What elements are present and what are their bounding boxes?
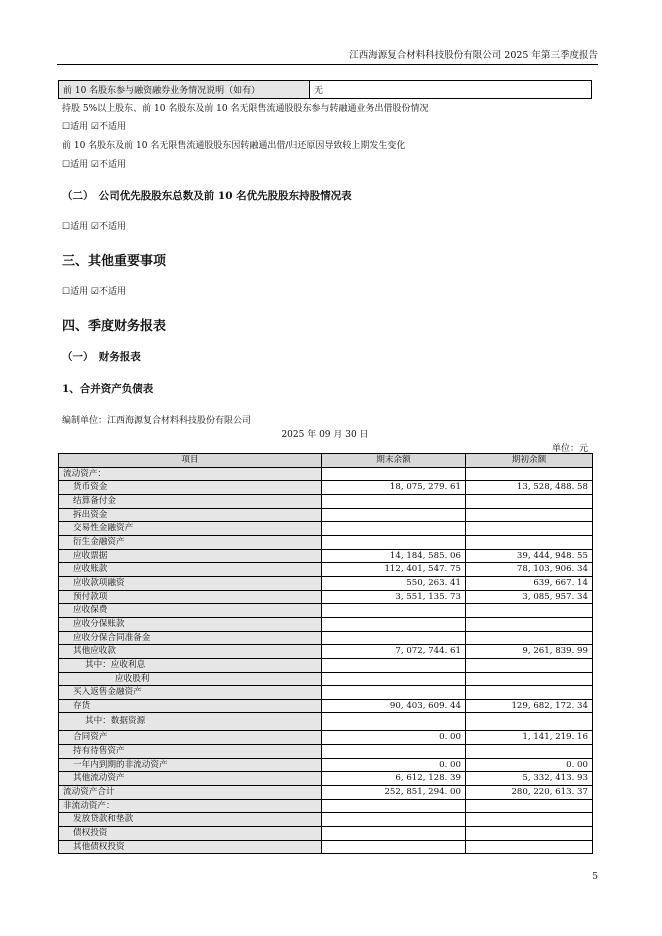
end-balance-cell [322,813,466,827]
begin-balance-cell [466,631,593,645]
end-balance-cell: 18, 075, 279. 61 [322,481,466,495]
table-row [59,840,593,854]
end-balance-cell [322,658,466,672]
line-item-label: 结算备付金 [59,494,322,508]
line-item-label: 买入返售金融资产 [59,686,322,700]
table-row [59,758,593,772]
end-balance-cell [322,745,466,759]
table-row [59,81,592,99]
other-matters-applicability: ☐适用 ☑不适用 [62,287,126,297]
table-row [59,617,593,631]
begin-balance-cell: 9, 261, 839. 99 [466,645,593,659]
table-row [59,549,593,563]
refinancing-change-paragraph: 前 10 名股东及前 10 名无限售流通股股东因转融通出借/归还原因导致较上期发生变化 [62,141,406,151]
table-row [59,481,593,495]
end-balance-cell [322,494,466,508]
balance-sheet-subheading: 1、合并资产负债表 [62,383,154,395]
line-item-label: 持有待售资产 [59,745,322,759]
end-balance-cell [322,827,466,841]
line-item-label: 其他流动资产 [59,772,322,786]
table-row [59,745,593,759]
begin-balance-cell [466,522,593,536]
table-row [59,645,593,659]
line-item-label: 流动资产合计 [59,786,322,800]
table-row [59,686,593,700]
compiler-unit: 编制单位：江西海源复合材料科技股份有限公司 [62,416,252,426]
begin-balance-cell: 5, 332, 413. 93 [466,772,593,786]
line-item-label: 应收保费 [59,604,322,618]
balance-sheet-table [58,453,593,854]
line-item-label: 其他应收款 [59,645,322,659]
end-balance-cell [322,631,466,645]
line-item-label: 一年内到期的非流动资产 [59,758,322,772]
line-item-label: 应收股利 [59,672,322,686]
table-row [59,672,593,686]
begin-balance-cell [466,467,593,481]
header-divider [57,64,598,65]
line-item-label: 应收款项融资 [59,576,322,590]
table-row [59,576,593,590]
end-balance-cell: 3, 551, 135. 73 [322,590,466,604]
table-row [59,786,593,800]
table-row [59,535,593,549]
begin-balance-cell [466,813,593,827]
end-balance-cell: 14, 184, 585. 06 [322,549,466,563]
end-balance-cell [322,840,466,854]
begin-balance-cell: 3, 085, 957. 34 [466,590,593,604]
line-item-label: 应收分保账款 [59,617,322,631]
end-balance-cell: 7, 072, 744. 61 [322,645,466,659]
end-balance-cell: 6, 612, 128. 39 [322,772,466,786]
end-balance-cell [322,535,466,549]
refinancing-lending-applicability: ☐适用 ☑不适用 [62,122,126,132]
end-balance-cell [322,604,466,618]
report-date-text: 2025 年 09 月 30 日 [281,430,369,440]
line-item-label: 衍生金融资产 [59,535,322,549]
begin-balance-cell: 639, 667. 14 [466,576,593,590]
begin-balance-cell: 1, 141, 219. 16 [466,731,593,745]
begin-balance-cell [466,535,593,549]
end-balance-cell: 0. 00 [322,758,466,772]
line-item-label: 存货 [59,699,322,713]
line-item-label: 交易性金融资产 [59,522,322,536]
line-item-label: 货币资金 [59,481,322,495]
line-item-label: 应收分保合同准备金 [59,631,322,645]
table-row [59,467,593,481]
begin-balance-cell: 0. 00 [466,758,593,772]
line-item-label: 合同资产 [59,731,322,745]
preferred-shareholders-applicability: ☐适用 ☑不适用 [62,222,126,232]
table-row [59,563,593,577]
end-balance-cell [322,686,466,700]
table-row [59,658,593,672]
end-balance-cell [322,617,466,631]
end-balance-cell [322,799,466,813]
line-item-label: 发放贷款和垫款 [59,813,322,827]
report-date [0,427,662,440]
begin-balance-cell [466,617,593,631]
line-item-label: 其他债权投资 [59,840,322,854]
line-item-label: 应收票据 [59,549,322,563]
financial-statements-heading: 四、季度财务报表 [62,319,167,334]
begin-balance-cell [466,508,593,522]
financial-reports-subheading: （一） 财务报表 [62,351,141,363]
currency-unit: 单位：元 [551,444,588,454]
refinancing-change-applicability: ☐适用 ☑不适用 [62,160,126,170]
end-balance-cell: 90, 403, 609. 44 [322,699,466,713]
line-item-label: 其中：应收利息 [59,658,322,672]
end-balance-cell [322,522,466,536]
end-balance-cell: 550, 263. 41 [322,576,466,590]
end-balance-cell [322,672,466,686]
begin-balance-cell [466,827,593,841]
balance-sheet-header-row [59,454,593,468]
line-item-label: 拆出资金 [59,508,322,522]
table-row [59,772,593,786]
begin-balance-cell: 280, 220, 613. 37 [466,786,593,800]
table-row [59,590,593,604]
begin-balance-cell: 39, 444, 948. 55 [466,549,593,563]
line-item-label: 非流动资产： [59,799,322,813]
begin-balance-cell [466,672,593,686]
table-row [59,494,593,508]
line-item-label: 应收账款 [59,563,322,577]
table-row [59,699,593,713]
end-balance-cell [322,508,466,522]
margin-trading-label: 前 10 名股东参与融资融券业务情况说明（如有） [59,81,310,99]
column-header-begin-balance: 期初余额 [466,454,593,468]
table-row [59,713,593,731]
table-row [59,604,593,618]
line-item-label: 预付款项 [59,590,322,604]
margin-trading-value: 无 [310,81,592,99]
other-matters-heading: 三、其他重要事项 [62,254,167,269]
end-balance-cell: 0. 00 [322,731,466,745]
column-header-end-balance: 期末余额 [322,454,466,468]
refinancing-lending-paragraph: 持股 5%以上股东、前 10 名股东及前 10 名无限售流通股股东参与转融通业务出借股份情况 [62,104,429,114]
table-row [59,827,593,841]
begin-balance-cell: 129, 682, 172. 34 [466,699,593,713]
begin-balance-cell [466,840,593,854]
line-item-label: 流动资产： [59,467,322,481]
end-balance-cell [322,467,466,481]
begin-balance-cell [466,604,593,618]
column-header-item: 项目 [59,454,322,468]
begin-balance-cell [466,799,593,813]
preferred-shareholders-heading: （二） 公司优先股股东总数及前 10 名优先股股东持股情况表 [62,190,352,202]
table-row [59,799,593,813]
end-balance-cell: 112, 401, 547. 75 [322,563,466,577]
begin-balance-cell: 78, 103, 906. 34 [466,563,593,577]
end-balance-cell: 252, 851, 294. 00 [322,786,466,800]
begin-balance-cell [466,686,593,700]
end-balance-cell [322,713,466,731]
begin-balance-cell [466,494,593,508]
begin-balance-cell [466,713,593,731]
begin-balance-cell [466,658,593,672]
margin-trading-table [58,80,592,99]
balance-sheet-body [59,467,593,854]
line-item-label: 债权投资 [59,827,322,841]
table-row [59,731,593,745]
page-number: 5 [592,872,598,882]
table-row [59,522,593,536]
table-row [59,508,593,522]
table-row [59,631,593,645]
report-header-title: 江西海源复合材料科技股份有限公司 2025 年第三季度报告 [349,50,598,61]
begin-balance-cell: 13, 528, 488. 58 [466,481,593,495]
begin-balance-cell [466,745,593,759]
table-row [59,813,593,827]
line-item-label: 其中：数据资源 [59,713,322,731]
